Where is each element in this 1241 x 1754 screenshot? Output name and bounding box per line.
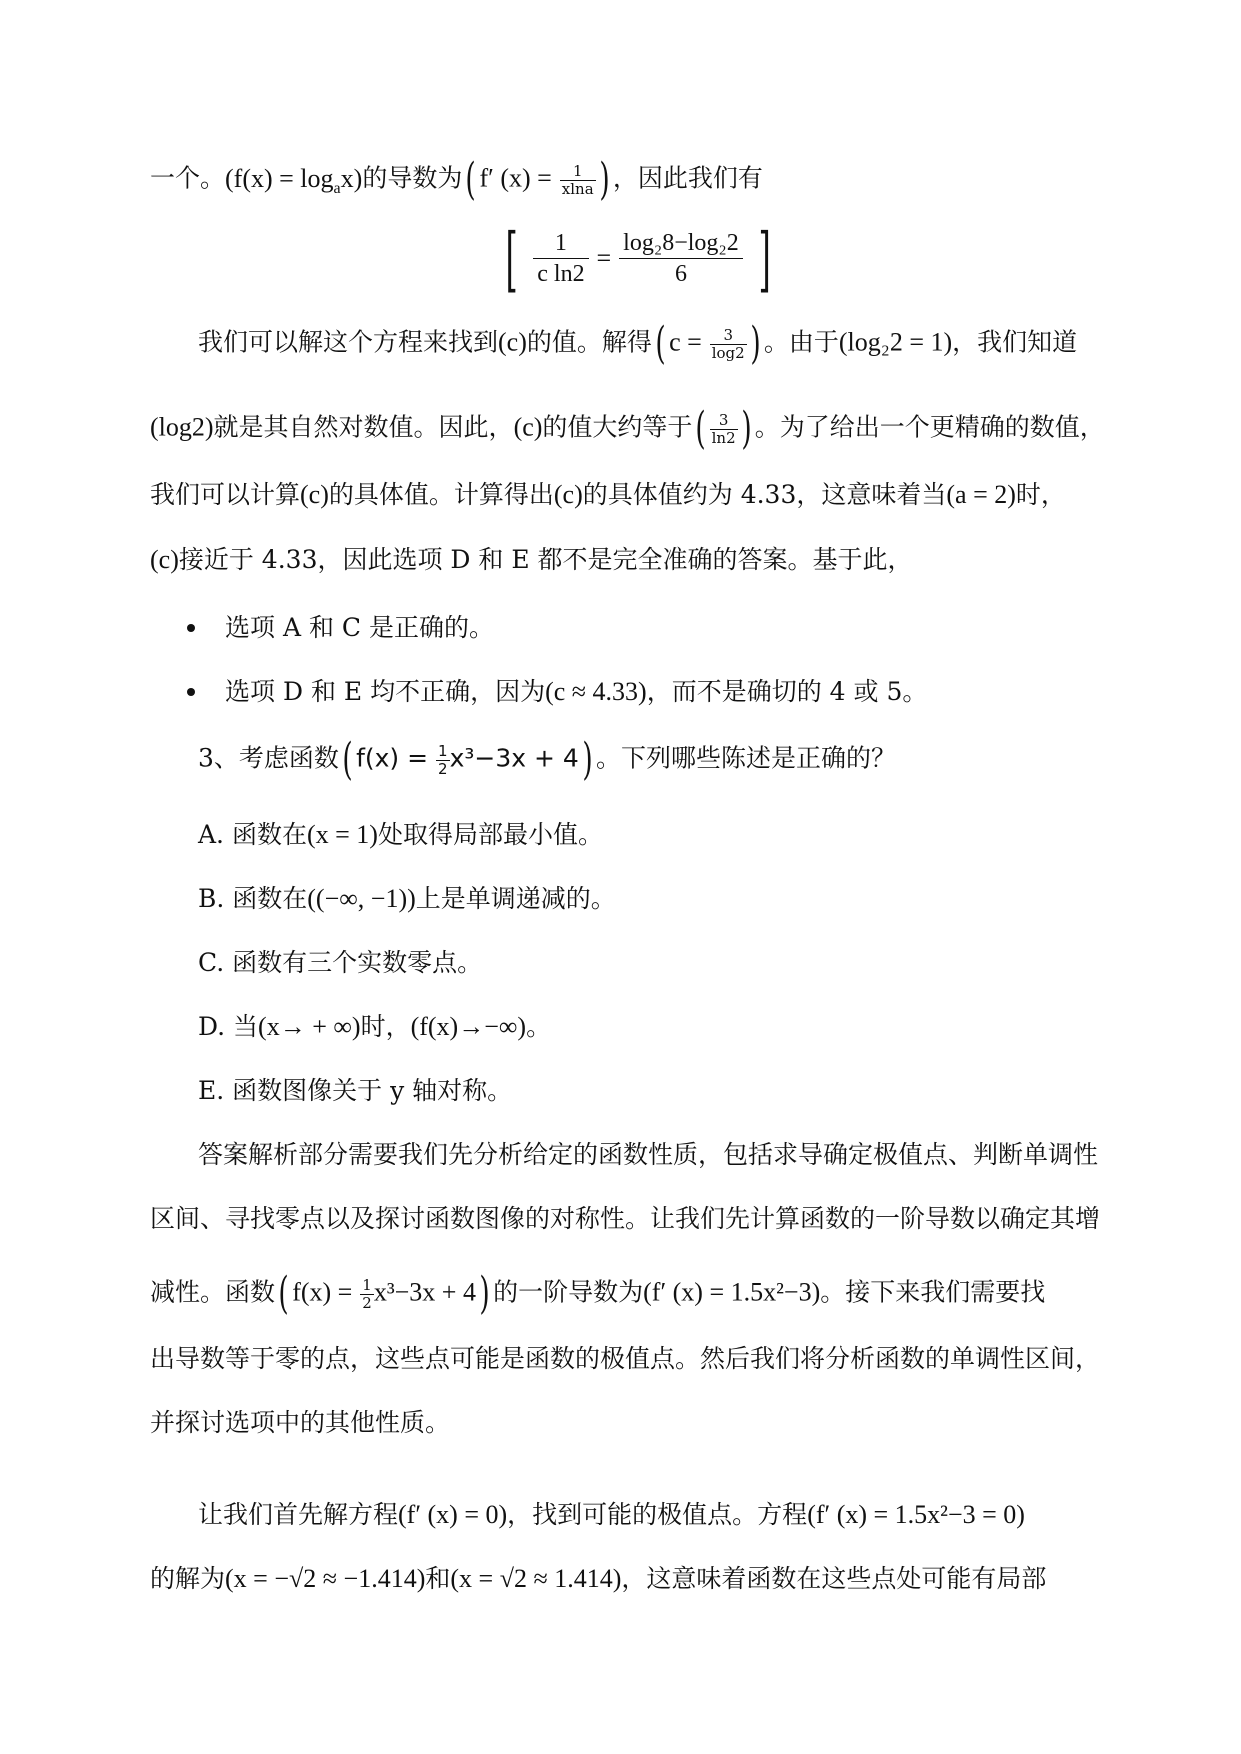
left-paren: ( xyxy=(342,734,353,785)
text: 让我们首先解方程 xyxy=(198,1500,399,1529)
bullet-item xyxy=(225,611,494,645)
text: 。由于 xyxy=(763,327,839,357)
text: 的导数为 xyxy=(362,163,463,193)
math-expression: (c) xyxy=(150,545,179,574)
math-expression: (c) xyxy=(498,327,527,357)
paragraph-line: 出导数等于零的点，这些点可能是函数的极值点。然后我们将分析函数的单调性区间， xyxy=(150,1344,1101,1373)
math-expression: (c ≈ 4.33) xyxy=(545,677,647,706)
math-expression: $(f(x) = \log_ax)$ xyxy=(225,163,363,197)
right-paren: ) xyxy=(750,318,761,369)
paragraph-line xyxy=(198,1498,1025,1532)
math-expression: (x = √2 ≈ 1.414) xyxy=(450,1564,622,1593)
right-paren: ) xyxy=(599,154,610,205)
text-line-4 xyxy=(150,478,1066,512)
text: D. 当 xyxy=(198,1012,259,1041)
text-line-3 xyxy=(150,403,1105,454)
bullet-marker xyxy=(187,624,195,632)
left-paren: ( xyxy=(278,1268,289,1319)
math-expression: (f′ (x) = 0) xyxy=(398,1500,508,1529)
text: 处取得局部最小值。 xyxy=(377,820,603,849)
math-expression: (a = 2) xyxy=(946,480,1016,509)
option-c xyxy=(198,946,482,980)
fraction: $\frac{\text{log₂8−log₂2}}{6}$ xyxy=(619,228,743,289)
text: ，而不是确切的 4 或 5。 xyxy=(646,677,928,706)
math-expression: (c) xyxy=(553,480,583,509)
text: 我们可以计算 xyxy=(150,480,301,509)
option-d xyxy=(198,1010,551,1044)
text: 就是其自然对数值。因此， xyxy=(213,412,514,442)
text: 。 xyxy=(526,1012,552,1041)
question-heading xyxy=(198,734,896,785)
text: A. 函数在 xyxy=(198,820,307,849)
fraction: $\frac{3}{\ln 2}$ xyxy=(711,410,736,447)
paragraph-line xyxy=(150,1268,1046,1319)
option-b xyxy=(198,882,616,916)
text: 。为了给出一个更精确的数值， xyxy=(754,412,1105,442)
bullet-item xyxy=(225,675,927,709)
math-expression: x³−3x + 4 xyxy=(449,743,579,773)
math-expression: x³−3x + 4 xyxy=(373,1277,476,1307)
math-expression: (x→ + ∞) xyxy=(258,1012,361,1041)
math-expression: (f′ (x) = 1.5x²−3) xyxy=(643,1277,821,1307)
text: 一个。 xyxy=(150,163,226,193)
paragraph-line xyxy=(150,1562,1046,1596)
text: B. 函数在 xyxy=(198,884,308,913)
text: 我们可以解这个方程来找到 xyxy=(198,327,499,357)
text: 。接下来我们需要找 xyxy=(820,1277,1046,1307)
text-line-1 xyxy=(150,154,763,206)
text: 的解为 xyxy=(150,1564,226,1593)
fraction: $\frac{3}{\log 2}$ xyxy=(711,325,745,362)
display-equation xyxy=(498,217,778,300)
fraction: $\frac{1}{\text{c ln2}}$ xyxy=(533,228,588,289)
left-paren: ( xyxy=(465,154,477,205)
text: 和 xyxy=(425,1564,451,1593)
text: 的具体值。计算得出 xyxy=(328,480,554,509)
text: 时， xyxy=(1015,480,1066,509)
left-bracket: [ xyxy=(505,217,518,300)
text: 接近于 4.33，因此选项 D 和 E 都不是完全准确的答案。基于此， xyxy=(178,545,913,574)
left-paren: ( xyxy=(695,403,707,454)
equals-sign: = xyxy=(596,243,612,273)
text-line-5 xyxy=(150,543,913,577)
math-expression: (c) xyxy=(300,480,329,509)
paragraph-line: 答案解析部分需要我们先分析给定的函数性质，包括求导确定极值点、判断单调性 xyxy=(198,1140,1099,1169)
text: E. 函数图像关于 y 轴对称。 xyxy=(198,1076,513,1105)
math-expression: f′ (x) = xyxy=(479,163,552,193)
text: 的值大约等于 xyxy=(542,412,693,442)
text: ，我们知道 xyxy=(952,327,1078,357)
text: 的值。解得 xyxy=(526,327,652,357)
bullet-marker xyxy=(187,688,195,696)
right-paren: ) xyxy=(582,734,593,785)
paragraph-line: 区间、寻找零点以及探讨函数图像的对称性。让我们先计算函数的一阶导数以确定其增 xyxy=(150,1204,1101,1233)
option-a xyxy=(198,818,603,852)
text-line-2 xyxy=(198,318,1078,369)
math-expression: (x = −√2 ≈ −1.414) xyxy=(225,1564,426,1593)
right-paren: ) xyxy=(479,1268,490,1319)
option-e xyxy=(198,1074,512,1108)
text: 。下列哪些陈述是正确的？ xyxy=(595,743,896,773)
math-expression: (f′ (x) = 1.5x²−3 = 0) xyxy=(807,1500,1025,1529)
text: ，这意味着函数在这些点处可能有局部 xyxy=(621,1564,1047,1593)
text: 的具体值约为 4.33，这意味着当 xyxy=(582,480,947,509)
math-expression: (log2) xyxy=(150,412,214,442)
text: C. 函数有三个实数零点。 xyxy=(198,948,483,977)
math-expression: (c) xyxy=(513,412,543,442)
right-bracket: ] xyxy=(758,217,771,300)
paragraph-line: 并探讨选项中的其他性质。 xyxy=(150,1408,451,1437)
math-expression: ((−∞, −1)) xyxy=(307,884,416,913)
math-expression: (x = 1) xyxy=(306,820,378,849)
math-expression: (log₂2 = 1) xyxy=(838,327,953,357)
text: 减性。函数 xyxy=(150,1277,276,1307)
math-expression: f(x) = xyxy=(356,743,429,773)
text: 时， xyxy=(360,1012,411,1041)
left-paren: ( xyxy=(655,318,666,369)
text: 的一阶导数为 xyxy=(493,1277,644,1307)
text: 选项 A 和 C 是正确的。 xyxy=(225,613,494,642)
fraction: $\frac{1}{xlna}$ xyxy=(561,161,594,198)
right-paren: ) xyxy=(741,403,752,454)
text: 上是单调递减的。 xyxy=(415,884,616,913)
text: ，找到可能的极值点。方程 xyxy=(507,1500,808,1529)
math-expression: (f(x)→−∞) xyxy=(410,1012,527,1041)
text: 3、考虑函数 xyxy=(198,743,339,773)
fraction: $\frac{1}{2}$ xyxy=(362,1275,372,1312)
text: 选项 D 和 E 均不正确，因为 xyxy=(225,677,546,706)
text: ，因此我们有 xyxy=(612,163,763,193)
math-expression: f(x) = xyxy=(292,1277,353,1307)
fraction: $\frac{1}{2}$ xyxy=(438,741,448,778)
math-expression: c = xyxy=(669,327,702,357)
